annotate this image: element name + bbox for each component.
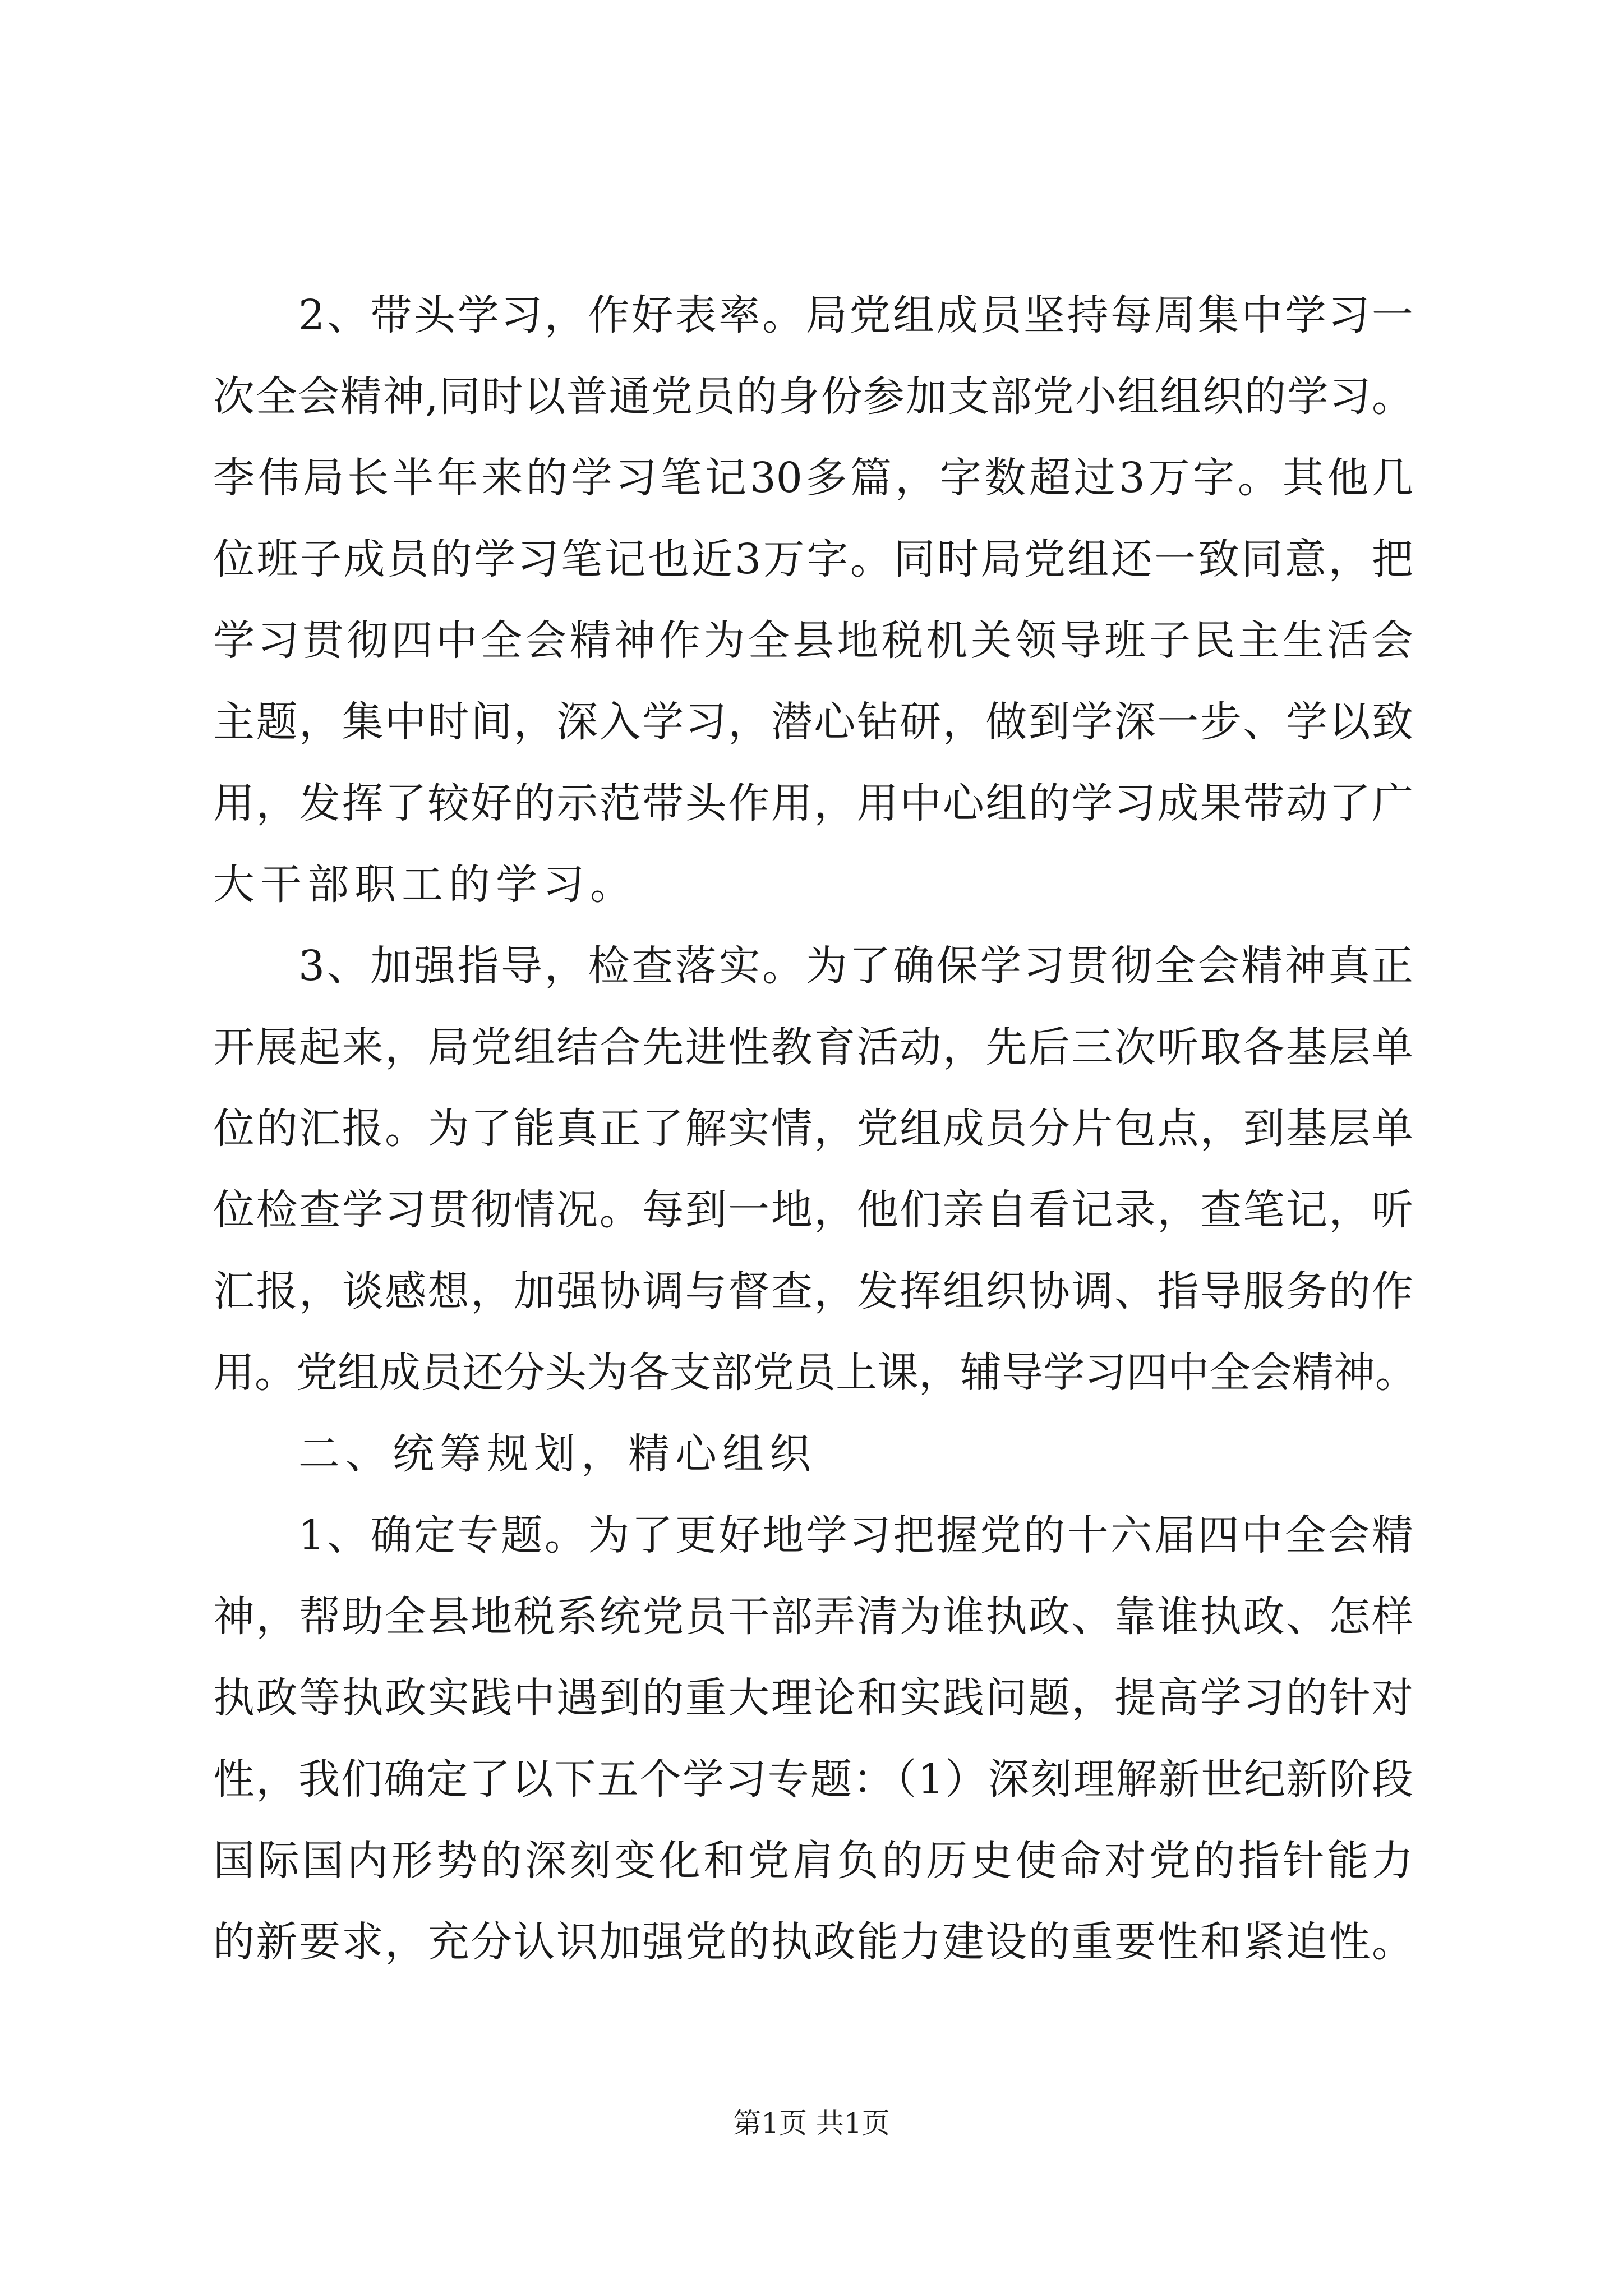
paragraph-line: 位检查学习贯彻情况。每到一地，他们亲自看记录，查笔记，听	[213, 1186, 1413, 1234]
document-body	[213, 275, 1417, 1983]
page-number: 第1页 共1页	[733, 2107, 890, 2139]
paragraph-line: 次全会精神,同时以普通党员的身份参加支部党小组组织的学习。	[213, 372, 1413, 421]
paragraph-line: 用，发挥了较好的示范带头作用，用中心组的学习成果带动了广	[213, 779, 1413, 827]
paragraph-line: 位的汇报。为了能真正了解实情，党组成员分片包点，到基层单	[213, 1105, 1413, 1153]
paragraph-line: 的新要求，充分认识加强党的执政能力建设的重要性和紧迫性。	[213, 1918, 1413, 1966]
paragraph-line: 神，帮助全县地税系统党员干部弄清为谁执政、靠谁执政、怎样	[213, 1593, 1413, 1641]
paragraph-line: 开展起来，局党组结合先进性教育活动，先后三次听取各基层单	[213, 1023, 1413, 1071]
paragraph-line: 位班子成员的学习笔记也近3万字。同时局党组还一致同意，把	[213, 535, 1413, 583]
paragraph-line: 学习贯彻四中全会精神作为全县地税机关领导班子民主生活会	[213, 616, 1413, 665]
paragraph-line: 2、带头学习，作好表率。局党组成员坚持每周集中学习一	[298, 291, 1413, 339]
paragraph-line: 1、确定专题。为了更好地学习把握党的十六届四中全会精	[298, 1511, 1413, 1559]
paragraph-line: 用。党组成员还分头为各支部党员上课，辅导学习四中全会精神。	[213, 1349, 1417, 1397]
section-heading: 二、统筹规划，精心组织	[298, 1430, 817, 1478]
paragraph-line: 执政等执政实践中遇到的重大理论和实践问题，提高学习的针对	[213, 1674, 1413, 1722]
page-footer	[0, 2104, 1623, 2143]
paragraph-line: 汇报，谈感想，加强协调与督查，发挥组织协调、指导服务的作	[213, 1267, 1413, 1315]
paragraph-line: 主题，集中时间，深入学习，潜心钻研，做到学深一步、学以致	[213, 698, 1413, 746]
paragraph-line: 李伟局长半年来的学习笔记30多篇，字数超过3万字。其他几	[213, 454, 1413, 502]
paragraph-line: 3、加强指导，检查落实。为了确保学习贯彻全会精神真正	[298, 942, 1413, 990]
paragraph-line: 大干部职工的学习。	[213, 861, 637, 909]
paragraph-line: 性，我们确定了以下五个学习专题：（1）深刻理解新世纪新阶段	[213, 1755, 1413, 1803]
paragraph-line: 国际国内形势的深刻变化和党肩负的历史使命对党的指针能力	[213, 1837, 1413, 1885]
